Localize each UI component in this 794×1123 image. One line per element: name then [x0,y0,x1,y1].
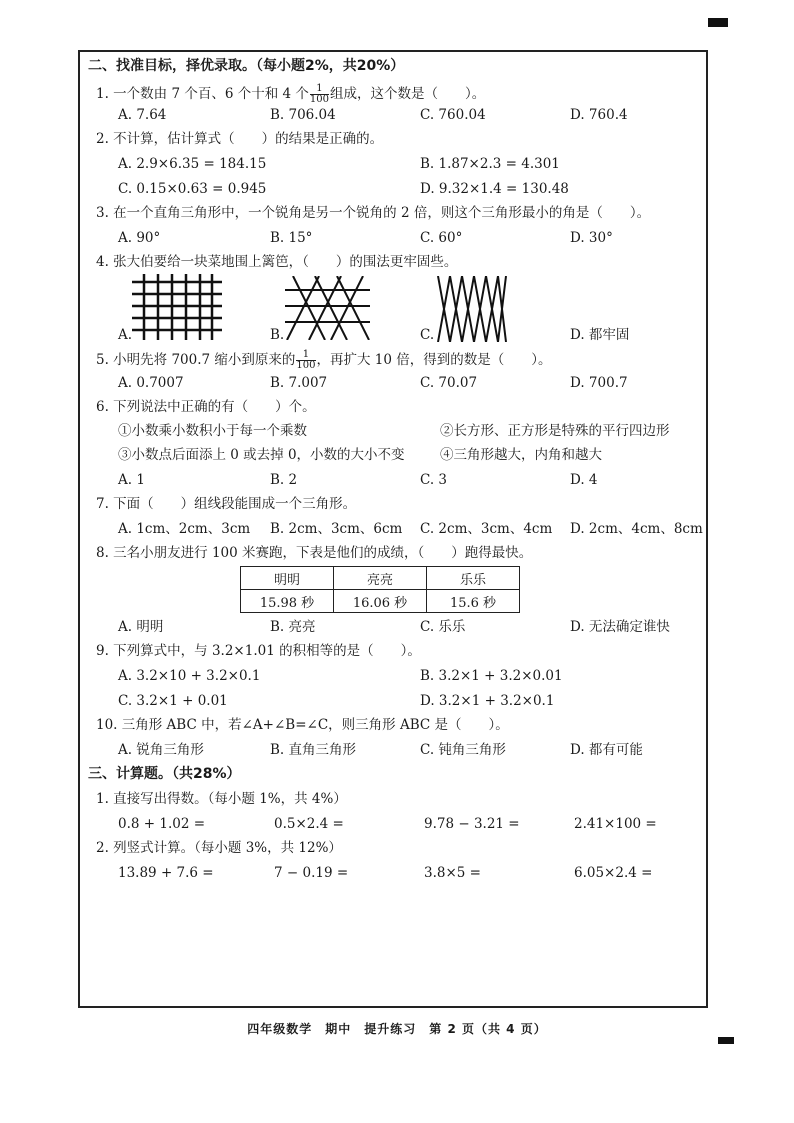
q2-option-b[interactable]: B. 1.87×2.3 = 4.301 [420,156,560,172]
q1-option-d[interactable]: D. 760.4 [570,107,628,123]
p2-item-1[interactable]: 13.89 + 7.6 = [118,865,214,881]
p2-stem: 2. 列竖式计算。（每小题 3%，共 12%） [96,840,342,856]
p2-item-2[interactable]: 7 − 0.19 = [274,865,349,881]
q8-option-d[interactable]: D. 无法确定谁快 [570,619,670,635]
q6-stem: 6. 下列说法中正确的有（ ）个。 [96,399,316,415]
table-cell: 15.98 秒 [241,590,334,613]
fence-zigzag-diagram [436,276,508,342]
p1-stem: 1. 直接写出得数。（每小题 1%，共 4%） [96,791,347,807]
q6-statement-4: ④三角形越大，内角和越大 [440,447,602,463]
q4-option-d[interactable]: D. 都牢固 [570,327,630,343]
table-cell: 16.06 秒 [334,590,427,613]
scan-mark-top [708,18,728,27]
race-results-table [240,566,520,613]
table-cell: 15.6 秒 [427,590,520,613]
q8-option-c[interactable]: C. 乐乐 [420,619,466,635]
q10-option-b[interactable]: B. 直角三角形 [270,742,357,758]
q9-option-d[interactable]: D. 3.2×1 + 3.2×0.1 [420,693,555,709]
q7-option-d[interactable]: D. 2cm、4cm、8cm [570,521,703,537]
q5-option-b[interactable]: B. 7.007 [270,375,328,391]
p2-item-4[interactable]: 6.05×2.4 = [574,865,653,881]
q3-stem: 3. 在一个直角三角形中，一个锐角是另一个锐角的 2 倍，则这个三角形最小的角是（ ）。 [96,205,651,221]
q2-option-a[interactable]: A. 2.9×6.35 = 184.15 [118,156,267,172]
table-row [241,567,520,590]
q2-stem: 2. 不计算，估计算式（ ）的结果是正确的。 [96,131,384,147]
q8-option-b[interactable]: B. 亮亮 [270,619,316,635]
q2-option-d[interactable]: D. 9.32×1.4 = 130.48 [420,181,569,197]
p1-item-3[interactable]: 9.78 − 3.21 = [424,816,520,832]
q3-option-d[interactable]: D. 30° [570,230,613,246]
q5-fraction: $\frac{1}{100}$ [296,349,316,371]
q1-option-c[interactable]: C. 760.04 [420,107,486,123]
q2-option-c[interactable]: C. 0.15×0.63 = 0.945 [118,181,267,197]
q8-option-a[interactable]: A. 明明 [118,619,164,635]
q1-fraction: $\frac{1}{100}$ [309,83,329,105]
q6-statement-1: ①小数乘小数积小于每一个乘数 [118,423,307,439]
q10-stem: 10. 三角形 ABC 中，若∠A+∠B=∠C，则三角形 ABC 是（ ）。 [96,717,509,733]
q9-option-a[interactable]: A. 3.2×10 + 3.2×0.1 [118,668,261,684]
q6-option-a[interactable]: A. 1 [118,472,145,488]
q1-option-a[interactable]: A. 7.64 [118,107,167,123]
q4-stem: 4. 张大伯要给一块菜地围上篱笆，（ ）的围法更牢固些。 [96,254,458,270]
q3-option-a[interactable]: A. 90° [118,230,161,246]
q10-option-c[interactable]: C. 钝角三角形 [420,742,506,758]
p2-item-3[interactable]: 3.8×5 = [424,865,481,881]
q7-option-c[interactable]: C. 2cm、3cm、4cm [420,521,553,537]
q3-option-c[interactable]: C. 60° [420,230,463,246]
q5-option-d[interactable]: D. 700.7 [570,375,628,391]
q7-option-b[interactable]: B. 2cm、3cm、6cm [270,521,403,537]
q1-stem: 1. 一个数由 7 个百、6 个十和 4 个 $\frac{1}{100}$ 组成，这个数是（ ）。 [96,83,486,105]
q4-option-c[interactable]: C. [420,327,435,343]
table-row [241,590,520,613]
q6-option-c[interactable]: C. 3 [420,472,448,488]
page-footer: 四年级数学 期中 提升练习 第 2 页（共 4 页） [247,1022,547,1036]
section2-title: 二、找准目标，择优录取。（每小题2%，共20%） [88,58,405,74]
q6-option-d[interactable]: D. 4 [570,472,598,488]
scan-mark-bottom [718,1037,734,1044]
table-cell: 明明 [241,567,334,590]
q3-option-b[interactable]: B. 15° [270,230,313,246]
q5-stem: 5. 小明先将 700.7 缩小到原来的 $\frac{1}{100}$ ，再扩大 10 倍，得到的数是（ ）。 [96,349,552,371]
q10-option-d[interactable]: D. 都有可能 [570,742,643,758]
table-cell: 亮亮 [334,567,427,590]
q7-option-a[interactable]: A. 1cm、2cm、3cm [118,521,251,537]
q10-option-a[interactable]: A. 锐角三角形 [118,742,204,758]
table-cell: 乐乐 [427,567,520,590]
q9-stem: 9. 下列算式中，与 3.2×1.01 的积相等的是（ ）。 [96,643,421,659]
q7-stem: 7. 下面（ ）组线段能围成一个三角形。 [96,496,357,512]
q6-option-b[interactable]: B. 2 [270,472,298,488]
p1-item-1[interactable]: 0.8 + 1.02 = [118,816,206,832]
q8-stem: 8. 三名小朋友进行 100 米赛跑，下表是他们的成绩，（ ）跑得最快。 [96,545,533,561]
fence-grid-diagram [132,274,222,340]
q5-option-c[interactable]: C. 70.07 [420,375,478,391]
q9-option-c[interactable]: C. 3.2×1 + 0.01 [118,693,228,709]
q1-option-b[interactable]: B. 706.04 [270,107,336,123]
q4-option-a[interactable]: A. [118,327,133,343]
p1-item-2[interactable]: 0.5×2.4 = [274,816,344,832]
section3-title: 三、计算题。（共28%） [88,766,241,782]
fence-triangle-diagram [285,276,370,340]
q4-option-b[interactable]: B. [270,327,285,343]
p1-item-4[interactable]: 2.41×100 = [574,816,657,832]
q6-statement-3: ③小数点后面添上 0 或去掉 0，小数的大小不变 [118,447,405,463]
q6-statement-2: ②长方形、正方形是特殊的平行四边形 [440,423,670,439]
q9-option-b[interactable]: B. 3.2×1 + 3.2×0.01 [420,668,563,684]
q5-option-a[interactable]: A. 0.7007 [118,375,184,391]
